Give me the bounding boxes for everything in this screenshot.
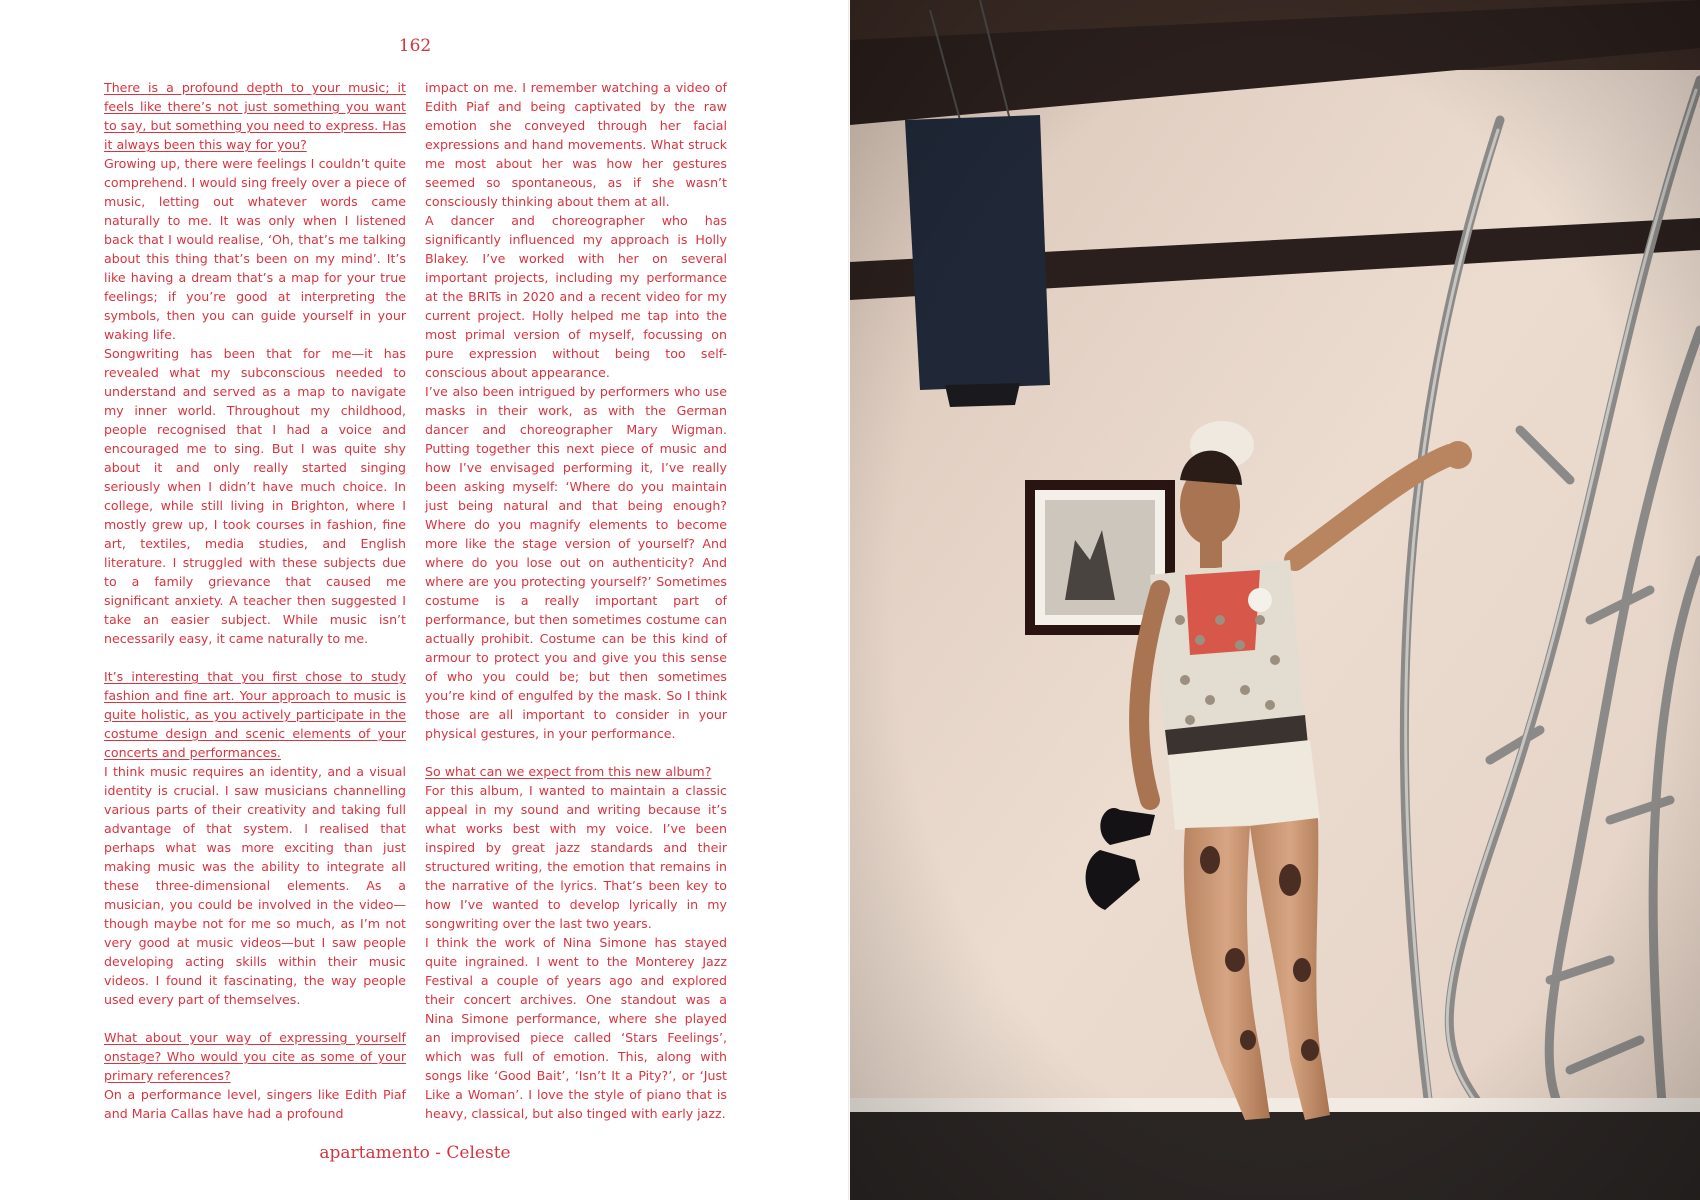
interview-answer: On a performance level, singers like Edith Piaf and Maria Callas have had a profound — [104, 1087, 406, 1121]
interview-answer: impact on me. I remember watching a video of Edith Piaf and being captivated by the raw emotion she conveyed through her facial expressions and hand movements. What struck me most about her was how her gestures seemed so spontaneous, as if she wasn’t consciously thinking about them at all. — [425, 80, 727, 209]
interview-answer: A dancer and choreographer who has significantly influenced my approach is Holly Blakey. I’ve worked with her on several important projects, including my performance at the BRITs in 2020 and a recent video for my current project. Holly helped me tap into the most primal version of myself, focussing on pure expression without being too self-conscious about appearance. — [425, 213, 727, 380]
interview-question: It’s interesting that you first chose to study fashion and fine art. Your approach to music is quite holistic, as you actively participate in the costume design and scenic elements of your concerts and performances. — [104, 669, 406, 760]
article-columns — [104, 78, 727, 1128]
photo-page — [850, 0, 1700, 1200]
page-number: 162 — [398, 36, 432, 56]
portrait-photo — [850, 0, 1700, 1200]
interview-question: There is a profound depth to your music; it feels like there’s not just something you want to say, but something you need to express. Has it always been this way for you? — [104, 80, 406, 152]
interview-question: What about your way of expressing yourself onstage? Who would you cite as some of your primary references? — [104, 1030, 406, 1083]
interview-answer: Songwriting has been that for me—it has revealed what my subconscious needed to understand and served as a map to navigate my inner world. Throughout my childhood, people recognised that I had a voice and encouraged me to sing. But I was quite shy about it and only really started singing seriously when I didn’t have much choice. In college, while still living in Brighton, where I mostly grew up, I took courses in fashion, fine art, textiles, media studies, and English literature. I struggled with these subjects due to a family grievance that caused me significant anxiety. A teacher then suggested I take an easier subject. While music isn’t necessarily easy, it came naturally to me. — [104, 346, 406, 646]
interview-answer: Growing up, there were feelings I couldn’t quite comprehend. I would sing freely over a piece of music, letting out whatever words came naturally to me. It was only when I listened back that I would realise, ‘Oh, that’s me talking about this thing that’s been on my mind’. It’s like having a dream that’s a map for your true feelings; if you’re good at interpreting the symbols, then you can guide yourself in your waking life. — [104, 156, 406, 342]
interview-question: So what can we expect from this new album? — [425, 764, 712, 779]
article-column-left — [104, 78, 406, 1128]
interview-answer: I think the work of Nina Simone has stayed quite ingrained. I went to the Monterey Jazz Festival a couple of years ago and explored their concert archives. One standout was a Nina Simone performance, where she played an improvised piece called ‘Stars Feelings’, which was full of emotion. This, along with songs like ‘Good Bait’, ‘Isn’t It a Pity?’, or ‘Just Like a Woman’. I love the style of piano that is heavy, classical, but also tinged with early jazz. — [425, 935, 727, 1121]
interview-answer: I’ve also been intrigued by performers who use masks in their work, as with the German dancer and choreographer Mary Wigman. Putting together this next piece of music and how I’ve envisaged performing it, I’ve really been asking myself: ‘Where do you maintain just being natural and that being enough? Where do you magnify elements to become more like the stage version of yourself? And where do you lose out on authenticity? And where are you protecting yourself?’ Sometimes costume is a really important part of performance, but then sometimes costume can actually prohibit. Costume can be this kind of armour to protect you and give you this sense of who you could be; but then sometimes you’re kind of engulfed by the mask. So I think those are all important to consider in your physical gestures, in your performance. — [425, 384, 727, 741]
interview-answer: I think music requires an identity, and a visual identity is crucial. I saw musicians channelling various parts of their creativity and taking full advantage of that system. I realised that perhaps what was more exciting than just making music was the ability to integrate all these three-dimensional elements. As a musician, you could be involved in the video—though maybe not for me so much, as I’m not very good at music videos—but I saw people developing acting skills within their music videos. I found it fascinating, the way people used every part of themselves. — [104, 764, 406, 1007]
article-column-right — [425, 78, 727, 1128]
interview-answer: For this album, I wanted to maintain a classic appeal in my sound and writing because it’s what works best with my voice. I’ve been inspired by great jazz standards and their structured writing, the emotion that remains in the narrative of the lyrics. That’s been key to how I’ve wanted to develop lyrically in my songwriting over the last two years. — [425, 783, 727, 931]
page-footer: apartamento - Celeste — [319, 1143, 511, 1163]
